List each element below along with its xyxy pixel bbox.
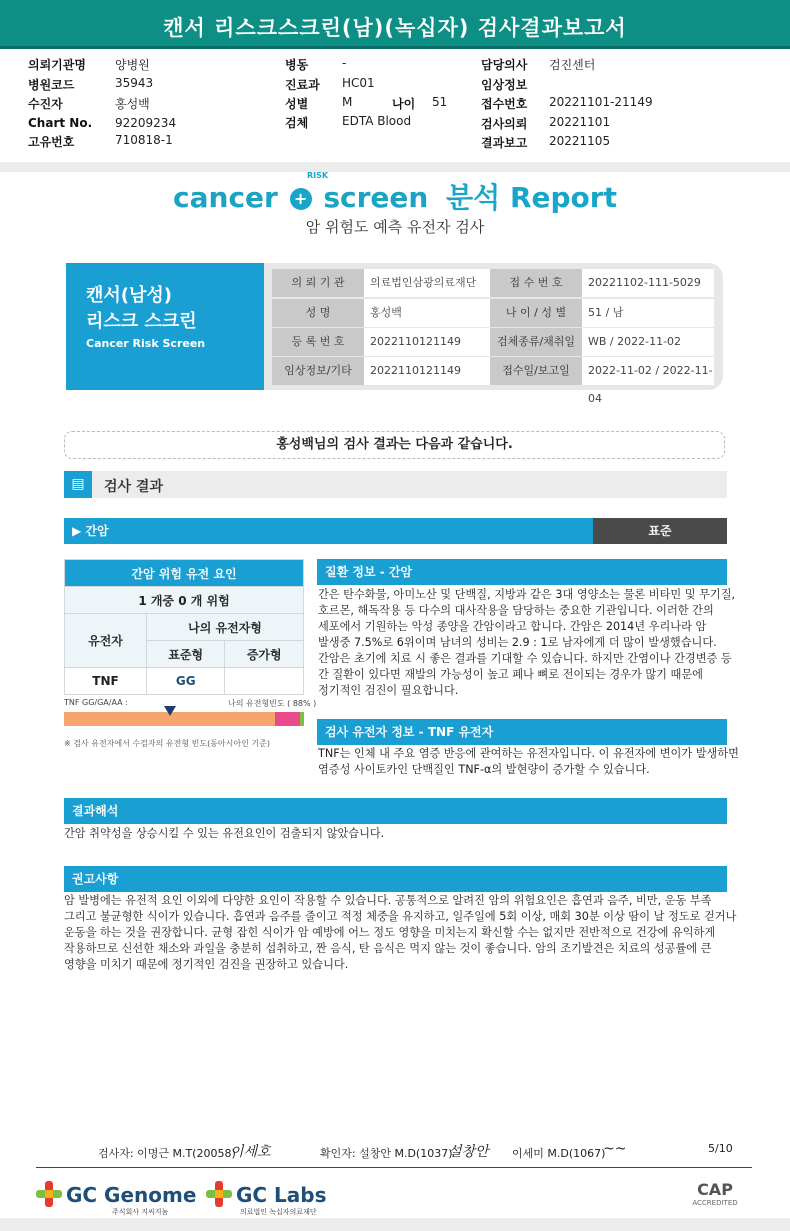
cap-accredited-logo — [680, 1180, 750, 1214]
info-label: 담당의사 — [481, 58, 528, 72]
divider — [0, 162, 790, 172]
info-value: 20221105 — [549, 134, 611, 148]
report-title: 캔서 리스크스크린(남)(녹십자) 검사결과보고서 — [163, 16, 627, 40]
patient-info — [0, 52, 790, 167]
text-line: 염증성 사이토카인 단백질인 TNF-α의 발현량이 증가할 수 있습니다. — [318, 763, 650, 776]
card-label: 등 록 번 호 — [272, 328, 364, 356]
page-number: 5/10 — [708, 1142, 733, 1155]
cancer-screen-logo — [0, 176, 790, 216]
info-value: - — [342, 56, 347, 70]
info-label: 병원코드 — [28, 78, 75, 92]
info-value: EDTA Blood — [342, 114, 412, 128]
document-icon: ▤ — [64, 471, 92, 498]
info-label: 접수번호 — [481, 97, 528, 111]
info-value: 35943 — [115, 76, 154, 90]
card-value: 홍성백 — [364, 299, 490, 327]
info-label: 고유번호 — [28, 135, 75, 149]
card-value: 2022110121149 — [364, 328, 490, 356]
confirmer-signature: 설창안 — [448, 1144, 489, 1160]
info-label: 검체 — [285, 116, 309, 130]
result-summary: 홍성백님의 검사 결과는 다음과 같습니다. — [64, 431, 725, 459]
inc-value — [225, 668, 304, 695]
gene-info-text — [318, 746, 739, 778]
gc-labs-sub: 의료법인 녹십자의료재단 — [240, 1208, 317, 1216]
gene-info-header: 검사 유전자 정보 - TNF 유전자 — [317, 719, 727, 745]
table-count: 1 개중 0 개 위험 — [65, 587, 304, 614]
tester: 검사자: 이명근 M.T(20058) — [98, 1147, 236, 1160]
card-title-1: 캔서(남성) — [86, 285, 173, 306]
card-value: 20221102-111-5029 — [582, 269, 714, 297]
text-line: 간암은 초기에 치료 시 좋은 결과를 기대할 수 있습니다. 하지만 간염이나 간경변증 등 — [318, 652, 732, 665]
card-value: 의료법인삼광의료재단 — [364, 269, 490, 297]
info-value: 양병원 — [115, 58, 150, 72]
gc-labs-logo: GC Labs — [236, 1183, 327, 1207]
freq-footnote: ※ 검사 유전자에서 수검자의 유전형 빈도(동아시아인 기준) — [64, 739, 270, 748]
gc-cross-logo-icon — [36, 1181, 62, 1207]
risk-status-badge: 표준 — [593, 518, 727, 544]
section-header — [64, 471, 727, 498]
risk-tag: RISK — [307, 171, 329, 180]
inc-header: 증가형 — [225, 641, 304, 668]
patient-card — [66, 263, 723, 405]
age-value: 51 — [432, 95, 448, 109]
info-value: 710818-1 — [115, 133, 173, 147]
frequency-pink-segment — [275, 712, 300, 726]
info-value: HC01 — [342, 76, 375, 90]
other-signature: ~~ — [603, 1141, 627, 1157]
info-label: 성별 — [285, 97, 309, 111]
info-label: 병동 — [285, 58, 309, 72]
std-header: 표준형 — [147, 641, 225, 668]
info-label: 수진자 — [28, 97, 63, 111]
bottom-strip — [0, 1218, 790, 1231]
card-label: 접 수 번 호 — [490, 269, 582, 297]
interpretation-header: 결과해석 — [64, 798, 727, 824]
cap-sub: ACCREDITED — [692, 1199, 738, 1207]
logo-word-screen: screen — [323, 181, 429, 214]
info-label: Chart No. — [28, 116, 93, 130]
card-value: 2022110121149 — [364, 357, 490, 385]
text-line: 암 발병에는 유전적 요인 이외에 다양한 요인이 작용할 수 있습니다. 공통적으로 알려진 암의 위험요인은 흡연과 음주, 비만, 운동 부족 — [64, 894, 712, 907]
interpretation-text: 간암 취약성을 상승시킬 수 있는 유전요인이 검출되지 않았습니다. — [64, 827, 385, 840]
plus-icon: + — [290, 188, 312, 210]
frequency-green-segment — [300, 712, 304, 726]
logo-word-cancer: cancer — [173, 181, 278, 214]
other-doctor: 이세미 M.D(1067) — [512, 1147, 606, 1160]
text-line: 간은 탄수화물, 아미노산 및 단백질, 지방과 같은 3대 영양소는 물론 비타민 및 무기질, — [318, 588, 736, 601]
card-value: WB / 2022-11-02 — [582, 328, 714, 356]
card-label: 의 뢰 기 관 — [272, 269, 364, 297]
freq-right-label: 나의 유전형빈도 ( 88% ) — [228, 699, 317, 708]
logo-report: 분석 Report — [446, 181, 617, 214]
text-line: 운동을 하는 것을 권장합니다. 균형 잡힌 식이가 암 예방에 어느 정도 영향을 미치는지 확신할 수는 없지만 전반적으로 건강에 유익하게 — [64, 926, 716, 939]
card-title-en: Cancer Risk Screen — [86, 337, 206, 350]
cancer-type-bar: ▶ 간암 — [64, 518, 593, 544]
card-value: 2022-11-02 / 2022-11-04 — [582, 357, 714, 385]
info-label: 결과보고 — [481, 136, 528, 150]
card-label: 임상정보/기타 — [272, 357, 364, 385]
recommend-text — [64, 893, 736, 973]
text-line: 간 질환이 있다면 재발의 가능성이 높고 폐나 뼈로 전이되는 경우가 많기 때문에 — [318, 668, 703, 681]
age-label: 나이 — [392, 97, 416, 111]
section-title: 검사 결과 — [104, 479, 163, 495]
text-line: 발생중 7.5%로 6위이며 남녀의 성비는 2.9 : 1로 남자에게 더 많이 발생했습니다. — [318, 636, 717, 649]
subtitle: 암 위험도 예측 유전자 검사 — [305, 218, 485, 236]
info-value: M — [342, 95, 353, 109]
gene-table — [64, 559, 304, 695]
confirmer: 확인자: 설창안 M.D(1037) — [320, 1147, 453, 1160]
info-value: 검진센터 — [549, 58, 596, 72]
tester-signature: 이세호 — [230, 1144, 271, 1160]
cap-text: CAP — [697, 1180, 733, 1199]
card-label: 접수일/보고일 — [490, 357, 582, 385]
table-title: 간암 위험 유전 요인 — [65, 560, 304, 587]
text-line: 세포에서 기원하는 악성 종양을 간암이라고 합니다. 간암은 2014년 우리나라 암 — [318, 620, 707, 633]
my-type-header: 나의 유전자형 — [147, 614, 304, 641]
gc-genome-sub: 주식회사 지씨지놈 — [112, 1208, 169, 1216]
card-label: 나 이 / 성 별 — [490, 299, 582, 327]
card-value: 51 / 남 — [582, 299, 714, 327]
gene-header: 유전자 — [65, 614, 147, 668]
disease-info-header: 질환 정보 - 간암 — [317, 559, 727, 585]
card-label: 성 명 — [272, 299, 364, 327]
info-label: 임상정보 — [481, 78, 528, 92]
info-value: 20221101 — [549, 115, 611, 129]
disease-info-text — [318, 587, 735, 699]
freq-left-label: TNF GG/GA/AA : — [64, 698, 128, 707]
text-line: 호르몬, 해독작용 등 다수의 대사작용을 담당하는 중요한 기관입니다. 이러한 간의 — [318, 604, 714, 617]
info-value: 홍성백 — [115, 97, 150, 111]
report-header — [0, 0, 790, 49]
gc-labs-cross-logo-icon — [206, 1181, 232, 1207]
text-line: 그리고 불균형한 식이가 있습니다. 흡연과 음주를 줄이고 적정 체중을 유지하고, 일주일에 5회 이상, 매회 30분 이상 땀이 날 정도로 걷거나 — [64, 910, 737, 923]
info-value: 92209234 — [115, 116, 177, 130]
info-label: 진료과 — [285, 78, 320, 92]
card-title-panel — [66, 263, 264, 390]
recommend-header: 권고사항 — [64, 866, 727, 892]
frequency-bar — [64, 712, 304, 726]
info-label: 의뢰기관명 — [28, 58, 86, 72]
marker-triangle-icon — [164, 706, 176, 716]
gc-genome-logo: GC Genome — [66, 1183, 197, 1207]
text-line: 작용하므로 신선한 채소와 과일을 충분히 섭취하고, 짠 음식, 탄 음식은 먹지 않는 것이 좋습니다. 암의 조기발견은 치료의 성공률에 큰 — [64, 942, 712, 955]
text-line: 정기적인 검진이 필요합니다. — [318, 684, 459, 697]
footer-divider — [36, 1167, 752, 1168]
std-value: GG — [147, 668, 225, 695]
text-line: TNF는 인체 내 주요 염증 반응에 관여하는 유전자입니다. 이 유전자에 변이가 발생하면 — [318, 747, 739, 760]
card-label: 검체종류/채취일 — [490, 328, 582, 356]
text-line: 영향을 미치기 때문에 정기적인 검진을 권장하고 있습니다. — [64, 958, 349, 971]
info-label: 검사의뢰 — [481, 117, 528, 131]
card-title-2: 리스크 스크린 — [86, 311, 197, 332]
gene-name: TNF — [65, 668, 147, 695]
info-value: 20221101-21149 — [549, 95, 653, 109]
